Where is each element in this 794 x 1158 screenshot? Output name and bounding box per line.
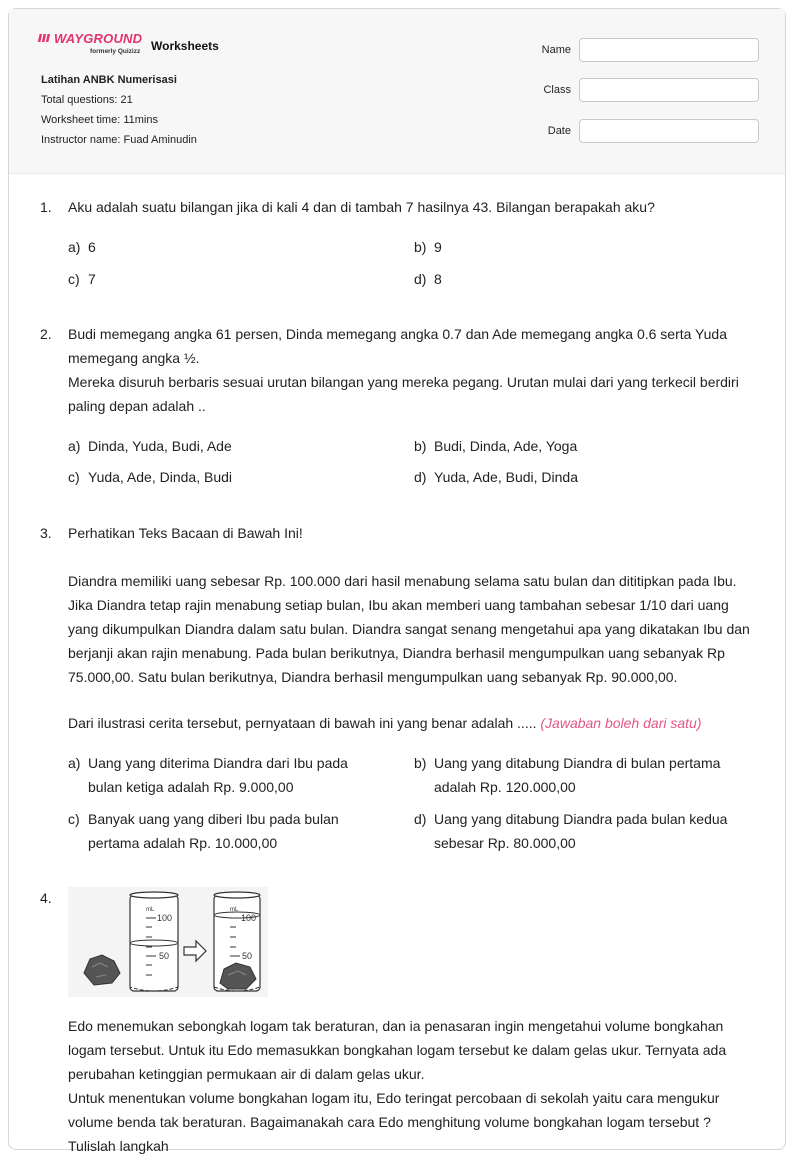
option-text: Uang yang ditabung Diandra di bulan pertama adalah Rp. 120.000,00 xyxy=(434,755,721,795)
question-heading: Perhatikan Teks Bacaan di Bawah Ini! xyxy=(68,525,303,541)
option-text: 7 xyxy=(88,271,96,287)
worksheets-label: Worksheets xyxy=(151,39,219,53)
question-text: Budi memegang angka 61 persen, Dinda memegang angka 0.7 dan Ade memegang angka 0.6 serta Yuda memegang angka ½. xyxy=(68,326,727,366)
measuring-cylinder-figure xyxy=(68,887,268,997)
option-letter: d) xyxy=(414,811,427,827)
unit-label: mL xyxy=(230,907,239,913)
question-number: 4. xyxy=(40,890,52,906)
question-number: 1. xyxy=(40,199,52,215)
question-number: 3. xyxy=(40,525,52,541)
option-text: 6 xyxy=(88,239,96,255)
question-3-passage xyxy=(68,569,753,689)
question-text: Aku adalah suatu bilangan jika di kali 4 dan di tambah 7 hasilnya 43. Bilangan berapakah aku? xyxy=(68,199,655,215)
logo-wordmark: WAYGROUND xyxy=(54,31,143,46)
option-text: Dinda, Yuda, Budi, Ade xyxy=(88,438,232,454)
answer-hint: (Jawaban boleh dari satu) xyxy=(540,715,702,731)
option-letter: b) xyxy=(414,438,427,454)
instructor-name: Instructor name: Fuad Aminudin xyxy=(41,134,197,146)
mark-low-label: 50 xyxy=(242,951,253,961)
unit-label: mL xyxy=(146,907,155,913)
option-letter: c) xyxy=(68,811,80,827)
question-text: Mereka disuruh berbaris sesuai urutan bilangan yang mereka pegang. Urutan mulai dari yang terkecil berdiri paling depan adalah .. xyxy=(68,374,739,414)
option-text: 8 xyxy=(434,271,442,287)
option-text: Uang yang ditabung Diandra pada bulan kedua sebesar Rp. 80.000,00 xyxy=(434,811,728,851)
logo-subtitle: formerly Quizizz xyxy=(90,48,141,55)
total-questions: Total questions: 21 xyxy=(41,94,133,106)
measuring-cylinder-illustration xyxy=(68,887,268,997)
option-text: Yuda, Ade, Dinda, Budi xyxy=(88,469,232,485)
question-2-text xyxy=(68,322,748,418)
option-letter: d) xyxy=(414,469,427,485)
question-1-text xyxy=(68,195,758,219)
option-text: Banyak uang yang diberi Ibu pada bulan pertama adalah Rp. 10.000,00 xyxy=(88,811,339,851)
reading-passage: Diandra memiliki uang sebesar Rp. 100.000 dari hasil menabung selama satu bulan dan dititipkan pada Ibu. Jika Diandra tetap rajin menabung setiap bulan, Ibu akan memberi uang tambahan sebesar 1/10 dari uang yang dikumpulkan Diandra dalam satu bulan. Diandra sangat senang mengetahui apa yang dikatakan Ibu dan berjanji akan rajin menabung. Pada bulan berikutnya, Diandra berhasil mengumpulkan uang sebanyak Rp 75.000,00. Satu bulan berikutnya, Diandra berhasil mengumpulkan uang sebanyak Rp. 90.000,00. xyxy=(68,573,750,685)
option-letter: a) xyxy=(68,755,81,771)
mark-high-label: 100 xyxy=(241,913,257,923)
question-number: 2. xyxy=(40,326,52,342)
mark-high-label: 100 xyxy=(157,913,173,923)
class-label: Class xyxy=(543,84,571,96)
question-text: Edo menemukan sebongkah logam tak beraturan, dan ia penasaran ingin mengetahui volume bongkahan logam tersebut. Untuk itu Edo memasukkan bongkahan logam tersebut ke dalam gelas ukur. Ternyata ada perubahan ketinggian permukaan air di dalam gelas ukur. xyxy=(68,1018,727,1082)
option-letter: c) xyxy=(68,271,80,287)
option-letter: a) xyxy=(68,239,81,255)
option-letter: c) xyxy=(68,469,80,485)
option-letter: d) xyxy=(414,271,427,287)
option-text: Uang yang diterima Diandra dari Ibu pada bulan ketiga adalah Rp. 9.000,00 xyxy=(88,755,348,795)
option-text: 9 xyxy=(434,239,442,255)
option-text: Budi, Dinda, Ade, Yoga xyxy=(434,438,578,454)
worksheet-title: Latihan ANBK Numerisasi xyxy=(41,74,177,86)
question-text: Dari ilustrasi cerita tersebut, pernyataan di bawah ini yang benar adalah ..... xyxy=(68,715,537,731)
option-text: Yuda, Ade, Budi, Dinda xyxy=(434,469,578,485)
option-letter: a) xyxy=(68,438,81,454)
mark-low-label: 50 xyxy=(159,951,170,961)
option-letter: b) xyxy=(414,239,427,255)
worksheet-time: Worksheet time: 11mins xyxy=(41,114,158,126)
question-3-heading xyxy=(68,521,753,545)
name-label: Name xyxy=(541,44,571,56)
date-label: Date xyxy=(547,125,571,137)
question-4-text xyxy=(68,1014,758,1158)
option-letter: b) xyxy=(414,755,427,771)
question-text: Untuk menentukan volume bongkahan logam itu, Edo teringat percobaan di sekolah yaitu cara mengukur volume benda tak beraturan. Bagaimanakah cara Edo menghitung volume bongkahan logam tersebut ? Tulislah langkah xyxy=(68,1090,720,1154)
question-3-prompt xyxy=(68,711,753,735)
